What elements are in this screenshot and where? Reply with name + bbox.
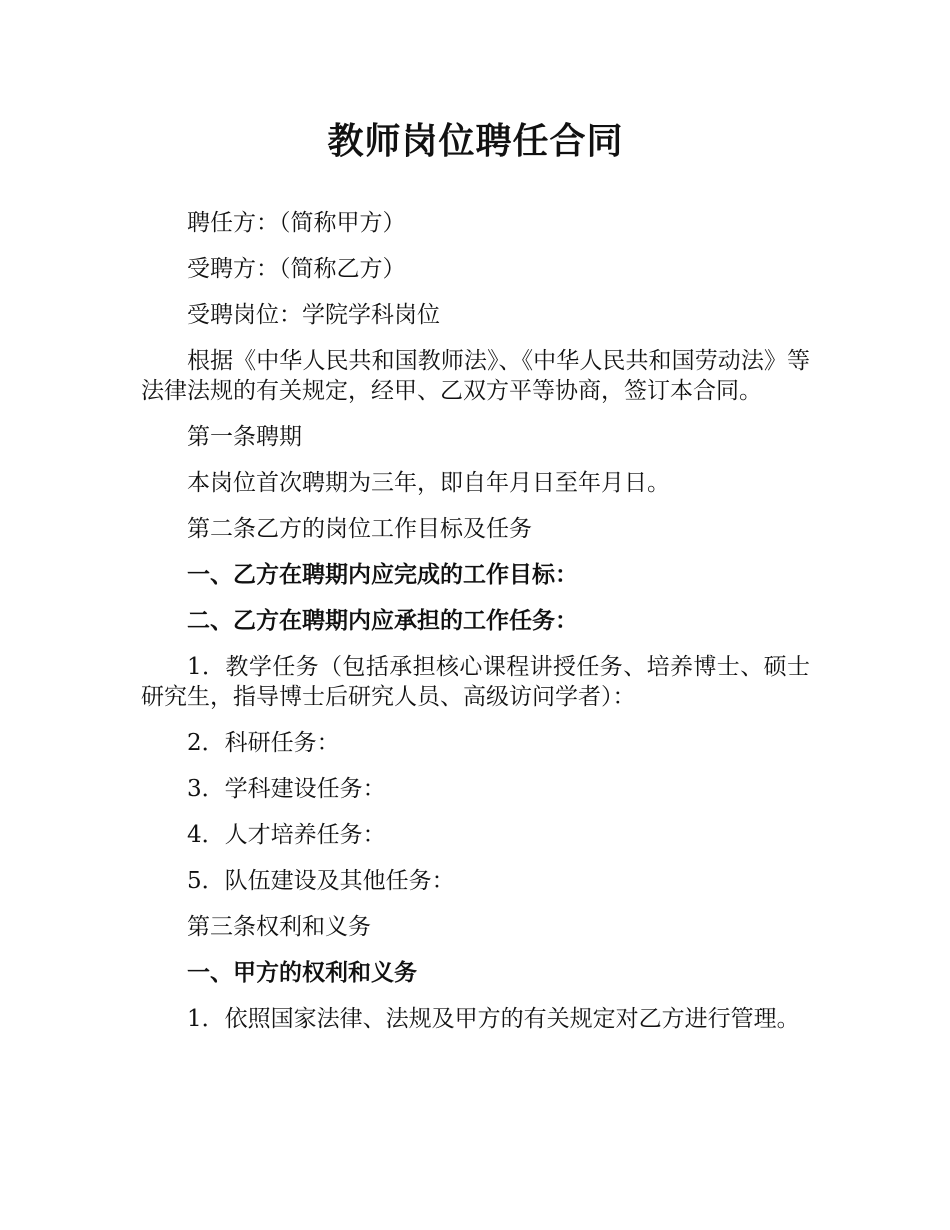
paragraph-employer: 聘任方：（简称甲方） — [187, 210, 406, 236]
section-goals-heading: 一、乙方在聘期内应完成的工作目标： — [187, 562, 578, 588]
paragraph-term: 本岗位首次聘期为三年，即自年月日至年月日。 — [187, 470, 670, 496]
employer-right-1: 1．依照国家法律、法规及甲方的有关规定对乙方进行管理。 — [187, 1006, 800, 1032]
section-tasks-heading: 二、乙方在聘期内应承担的工作任务： — [187, 608, 578, 634]
task-research: 2．科研任务： — [187, 730, 340, 756]
paragraph-position: 受聘岗位：学院学科岗位 — [187, 302, 440, 328]
task-team: 5．队伍建设及其他任务： — [187, 868, 455, 894]
task-teaching: 1．教学任务（包括承担核心课程讲授任务、培养博士、硕士研究生，指导博士后研究人员、高级访问学者）： — [141, 654, 810, 710]
paragraph-employee: 受聘方：（简称乙方） — [187, 256, 406, 282]
article-1-heading: 第一条聘期 — [187, 424, 302, 450]
article-3-heading: 第三条权利和义务 — [187, 914, 371, 940]
article-2-heading: 第二条乙方的岗位工作目标及任务 — [187, 516, 532, 542]
section-employer-rights-heading: 一、甲方的权利和义务 — [187, 960, 417, 986]
task-discipline: 3．学科建设任务： — [187, 776, 386, 802]
paragraph-preamble: 根据《中华人民共和国教师法》、《中华人民共和国劳动法》等法律法规的有关规定，经甲、乙双方平等协商，签订本合同。 — [141, 348, 810, 404]
document-title: 教师岗位聘任合同 — [327, 121, 624, 162]
task-talent: 4．人才培养任务： — [187, 822, 386, 848]
